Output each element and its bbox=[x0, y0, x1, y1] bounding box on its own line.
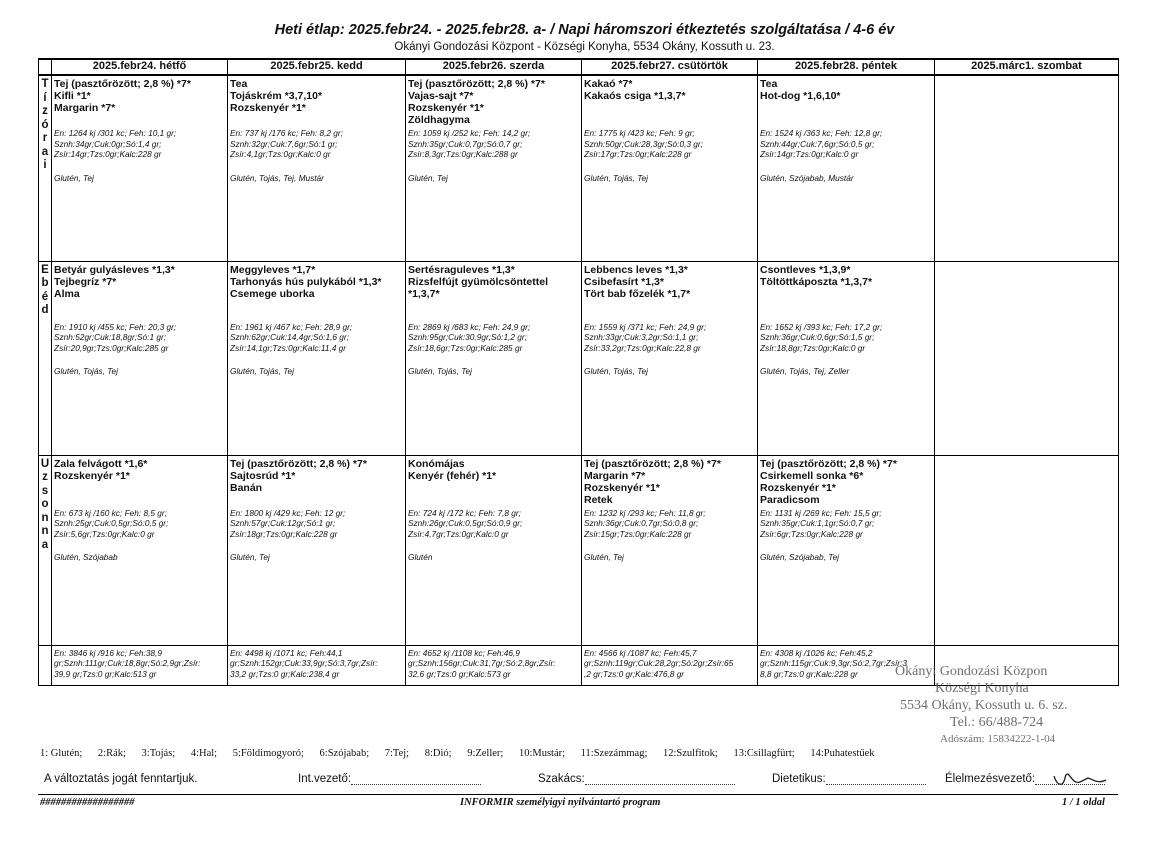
day-header: 2025.febr25. kedd bbox=[228, 59, 406, 75]
legend-item: 8:Dió; bbox=[424, 748, 452, 759]
meal-letter: n bbox=[41, 525, 49, 537]
menu-cell bbox=[935, 75, 1119, 261]
daily-total-nutrition bbox=[52, 646, 227, 680]
dish-list bbox=[52, 76, 227, 114]
nutrition-info bbox=[582, 508, 757, 540]
nutrition-line: En: 4498 kj /1071 kc; Feh:44,1 bbox=[230, 647, 343, 658]
meal-row bbox=[39, 261, 1119, 455]
nutrition-line: En: 4652 kj /1108 kc; Feh:46,9 bbox=[408, 647, 520, 658]
dish-item: Kakaós csiga *1,3,7* bbox=[584, 90, 686, 102]
menu-cell bbox=[758, 455, 935, 645]
nutrition-line: Sznh:52gr;Cuk:18,8gr;Só:1 gr; bbox=[54, 332, 167, 342]
meal-letter: s bbox=[41, 484, 49, 497]
dish-item: Tört bab főzelék *1,7* bbox=[584, 287, 691, 300]
daily-total-cell bbox=[228, 645, 406, 685]
page-subtitle: Okányi Gondozási Központ - Községi Konyha, 5534 Okány, Kossuth u. 23. bbox=[394, 41, 775, 53]
dish-list bbox=[582, 456, 757, 506]
meal-letter: U bbox=[40, 457, 50, 470]
menu-cell bbox=[228, 455, 406, 645]
signature-label: Int.vezető: bbox=[298, 773, 352, 785]
change-rights-note: A változtatás jogát fenntartjuk. bbox=[44, 773, 198, 785]
meal-letter: í bbox=[43, 91, 47, 104]
day-header-row bbox=[39, 59, 1119, 75]
allergen-list: Glutén, Szójabab, Tej bbox=[760, 552, 840, 562]
day-header: 2025.febr24. hétfő bbox=[52, 59, 228, 75]
nutrition-line: Zsír:14,1gr;Tzs:0gr;Kalc:11,4 gr bbox=[230, 342, 347, 353]
signature-dietetikus bbox=[772, 773, 926, 785]
nutrition-info bbox=[52, 508, 227, 540]
nutrition-line: gr;Sznh:152gr;Cuk:33,9gr;Só:3,7gr;Zsír: bbox=[230, 658, 378, 668]
nutrition-line: ,2 gr;Tzs:0 gr;Kalc:476,8 gr bbox=[584, 668, 685, 679]
dish-item: Hot-dog *1,6,10* bbox=[760, 90, 841, 102]
dish-item: Kifli *1* bbox=[54, 90, 91, 102]
dish-item: Tejbegríz *7* bbox=[54, 275, 117, 288]
nutrition-line: Sznh:95gr;Cuk:30,9gr;Só:1,2 gr; bbox=[408, 332, 527, 342]
menu-cell bbox=[758, 75, 935, 261]
dish-item: Tea bbox=[760, 78, 778, 90]
menu-cell bbox=[935, 261, 1119, 455]
menu-cell bbox=[582, 455, 758, 645]
nutrition-line: Sznh:36gr;Cuk:0,7gr;Só:0,8 gr; bbox=[584, 518, 699, 528]
nutrition-line: 8,8 gr;Tzs:0 gr;Kalc:228 gr bbox=[760, 668, 858, 679]
nutrition-line: Zsír:4,7gr;Tzs:0gr;Kalc:0 gr bbox=[408, 528, 509, 539]
nutrition-line: Sznh:44gr;Cuk:7,6gr;Só:0,5 gr; bbox=[760, 138, 875, 149]
dish-list bbox=[758, 76, 934, 102]
nutrition-line: Zsír:14gr;Tzs:0gr;Kalc:228 gr bbox=[54, 149, 162, 159]
legend-item: 12:Szulfitok; bbox=[662, 748, 718, 759]
nutrition-info bbox=[228, 128, 405, 160]
meal-letter: ó bbox=[41, 118, 49, 131]
dish-list bbox=[935, 76, 1118, 78]
nutrition-line: Zsír:20,9gr;Tzs:0gr;Kalc:285 gr bbox=[54, 342, 169, 353]
legend-item: 11:Szezámmag; bbox=[580, 748, 648, 759]
nutrition-line: Zsír:5,6gr;Tzs:0gr;Kalc:0 gr bbox=[54, 528, 155, 539]
daily-total-cell bbox=[582, 645, 758, 685]
stamp-line: Okányi Gondozási Közpon bbox=[895, 664, 1048, 679]
allergen-list: Glutén, Szójabab bbox=[54, 552, 118, 562]
legend-item: 6:Szójabab; bbox=[319, 748, 370, 759]
nutrition-info bbox=[406, 128, 581, 160]
nutrition-line: 33,2 gr;Tzs:0 gr;Kalc:238,4 gr bbox=[230, 668, 340, 679]
dish-item: Sajtosrúd *1* bbox=[230, 469, 296, 482]
meal-letter: r bbox=[42, 132, 48, 144]
nutrition-line: En: 1264 kj /301 kc; Feh: 10,1 gr; bbox=[54, 128, 177, 138]
legend-item: 13:Csillagfürt; bbox=[733, 748, 795, 759]
nutrition-line: En: 673 kj /160 kc; Feh: 8,5 gr; bbox=[54, 507, 167, 518]
dish-item: Paradicsom bbox=[760, 493, 820, 506]
dish-list bbox=[52, 262, 227, 300]
menu-cell bbox=[758, 261, 935, 455]
dish-item: Tej (pasztőrözött; 2,8 %) *7* bbox=[584, 457, 721, 470]
nutrition-line: gr;Sznh:119gr;Cuk:28,2gr;Só:2gr;Zsír:65 bbox=[584, 658, 734, 668]
nutrition-info bbox=[228, 322, 405, 354]
meal-letter: T bbox=[41, 78, 49, 90]
allergen-list: Glutén, Tojás, Tej bbox=[54, 366, 118, 376]
dish-list bbox=[228, 76, 405, 114]
nutrition-line: En: 737 kj /176 kc; Feh: 8,2 gr; bbox=[230, 128, 343, 138]
dish-list bbox=[406, 76, 581, 126]
daily-total-nutrition bbox=[406, 646, 581, 680]
nutrition-line: Zsír:18,8gr;Tzs:0gr;Kalc:0 gr bbox=[760, 342, 866, 353]
dish-item: Rozskenyér *1* bbox=[54, 469, 130, 482]
stamp-line: Községi Konyha bbox=[935, 681, 1029, 696]
menu-cell bbox=[52, 455, 228, 645]
nutrition-line: Zsír:4,1gr;Tzs:0gr;Kalc:0 gr bbox=[230, 149, 331, 159]
dish-list bbox=[228, 456, 405, 494]
legend-item: 9:Zeller; bbox=[467, 748, 504, 759]
nutrition-line: Sznh:34gr;Cuk:0gr;Só:1,4 gr; bbox=[54, 138, 162, 149]
signature-label: Dietetikus: bbox=[772, 773, 826, 785]
nutrition-line: En: 1800 kj /429 kc; Feh: 12 gr; bbox=[230, 507, 346, 518]
meal-letter: a bbox=[41, 538, 49, 551]
meal-label bbox=[39, 456, 51, 553]
meal-row bbox=[39, 75, 1119, 261]
menu-table bbox=[38, 58, 1119, 686]
nutrition-line: En: 1961 kj /467 kc; Feh: 28,9 gr; bbox=[230, 321, 353, 332]
nutrition-line: gr;Sznh:115gr;Cuk:9,3gr;Só:2,7gr;Zsír:3 bbox=[760, 658, 907, 668]
daily-total-nutrition bbox=[582, 646, 757, 680]
dish-item: Töltöttkáposzta *1,3,7* bbox=[760, 275, 873, 288]
nutrition-line: Sznh:36gr;Cuk:0,6gr;Só:1,5 gr; bbox=[760, 332, 875, 342]
nutrition-line: Zsír:18gr;Tzs:0gr;Kalc:228 gr bbox=[230, 528, 338, 539]
dish-list bbox=[228, 262, 405, 300]
nutrition-line: En: 1559 kj /371 kc; Feh: 24,9 gr; bbox=[584, 321, 707, 332]
dish-item: Tej (pasztőrözött; 2,8 %) *7* bbox=[408, 78, 545, 90]
dish-item: *1,3,7* bbox=[408, 287, 440, 300]
nutrition-line: Zsír:6gr;Tzs:0gr;Kalc:228 gr bbox=[760, 528, 863, 539]
meal-label bbox=[39, 76, 51, 173]
signature-label: Élelmezésvezető: bbox=[945, 773, 1036, 785]
nutrition-info bbox=[52, 322, 227, 354]
nutrition-line: Sznh:35gr;Cuk:0,7gr;Só:0,7 gr; bbox=[408, 138, 523, 149]
signature-line bbox=[826, 784, 926, 785]
dish-item: Tej (pasztőrözött; 2,8 %) *7* bbox=[760, 457, 897, 470]
stamp-line: 5534 Okány, Kossuth u. 6. sz. bbox=[900, 698, 1068, 713]
nutrition-line: Zsír:18,6gr;Tzs:0gr;Kalc:285 gr bbox=[408, 342, 523, 353]
nutrition-line: En: 1232 kj /293 kc; Feh: 11,8 gr; bbox=[584, 507, 706, 518]
dish-list bbox=[758, 262, 934, 288]
menu-cell bbox=[228, 261, 406, 455]
dish-item: Rozskenyér *1* bbox=[408, 102, 484, 114]
nutrition-line: En: 1775 kj /423 kc; Feh: 9 gr; bbox=[584, 128, 695, 138]
allergen-list: Glutén, Tojás, Tej bbox=[230, 366, 294, 376]
menu-cell bbox=[52, 261, 228, 455]
nutrition-line: 39,9 gr;Tzs:0 gr;Kalc:513 gr bbox=[54, 668, 157, 679]
nutrition-line: Zsír:14gr;Tzs:0gr;Kalc:0 gr bbox=[760, 149, 859, 159]
allergen-list: Glutén, Tojás, Tej bbox=[584, 366, 648, 376]
legend-item: 5:Földimogyoró; bbox=[232, 748, 304, 759]
nutrition-line: Sznh:57gr;Cuk:12gr;Só:1 gr; bbox=[230, 518, 336, 528]
dish-item: Kenyér (fehér) *1* bbox=[408, 469, 497, 482]
nutrition-line: En: 1059 kj /252 kc; Feh: 14,2 gr; bbox=[408, 128, 531, 138]
allergen-list: Glutén, Tej bbox=[408, 172, 448, 183]
signature-line bbox=[351, 784, 481, 785]
footer-divider bbox=[38, 794, 1118, 795]
dish-item: Alma bbox=[54, 287, 80, 300]
signature-szakacs bbox=[538, 773, 735, 785]
dish-item: Betyár gulyásleves *1,3* bbox=[54, 263, 175, 276]
nutrition-info bbox=[582, 128, 757, 160]
menu-cell bbox=[52, 75, 228, 261]
daily-total-nutrition bbox=[228, 646, 405, 680]
footer-left: ################## bbox=[40, 797, 135, 808]
dish-item: Rozskenyér *1* bbox=[230, 102, 306, 114]
kitchen-stamp bbox=[895, 663, 1067, 748]
nutrition-line: En: 3846 kj /916 kc; Feh:38,9 bbox=[54, 647, 162, 658]
dish-item: Lebbencs leves *1,3* bbox=[584, 263, 688, 276]
nutrition-line: En: 724 kj /172 kc; Feh: 7,8 gr; bbox=[408, 507, 521, 518]
nutrition-line: Sznh:33gr;Cuk:3,2gr;Só:1,1 gr; bbox=[584, 332, 699, 342]
nutrition-info bbox=[406, 508, 581, 540]
nutrition-line: Zsír:33,2gr;Tzs:0gr;Kalc:22,8 gr bbox=[584, 342, 701, 353]
meal-label-cell bbox=[39, 75, 52, 261]
totals-label-cell bbox=[39, 645, 52, 685]
nutrition-line: gr;Sznh:111gr;Cuk:18,8gr;Só:2,9gr;Zsír: bbox=[54, 658, 201, 668]
dish-item: Zala felvágott *1,6* bbox=[54, 457, 148, 470]
corner-cell bbox=[39, 59, 52, 75]
allergen-legend bbox=[40, 748, 888, 759]
dish-list bbox=[582, 262, 757, 300]
dish-item: Vajas-sajt *7* bbox=[408, 90, 474, 102]
legend-item: 2:Rák; bbox=[97, 748, 126, 759]
day-header: 2025.febr27. csütörtök bbox=[582, 59, 758, 75]
nutrition-line: Sznh:50gr;Cuk:28,3gr;Só:0,3 gr; bbox=[584, 138, 703, 149]
meal-label-cell bbox=[39, 455, 52, 645]
meal-letter: o bbox=[41, 498, 49, 510]
meal-letter: b bbox=[41, 277, 49, 289]
nutrition-info bbox=[52, 128, 227, 160]
nutrition-line: Sznh:35gr;Cuk:1,1gr;Só:0,7 gr; bbox=[760, 518, 875, 528]
meal-label-cell bbox=[39, 261, 52, 455]
nutrition-line: Sznh:62gr;Cuk:14,4gr;Só:1,6 gr; bbox=[230, 332, 349, 342]
footer-page: 1 / 1 oldal bbox=[1062, 797, 1105, 808]
dish-list bbox=[935, 262, 1118, 264]
meal-row bbox=[39, 455, 1119, 645]
nutrition-info bbox=[582, 322, 757, 354]
legend-item: 7:Tej; bbox=[384, 748, 410, 759]
nutrition-info bbox=[406, 322, 581, 354]
dish-item: Csemege uborka bbox=[230, 287, 315, 300]
nutrition-line: Zsír:17gr;Tzs:0gr;Kalc:228 gr bbox=[584, 149, 692, 159]
dish-item: Tea bbox=[230, 78, 248, 90]
nutrition-line: Sznh:26gr;Cuk:0,5gr;Só:0,9 gr; bbox=[408, 518, 523, 528]
dish-item: Meggyleves *1,7* bbox=[230, 263, 316, 276]
nutrition-line: Sznh:32gr;Cuk:7,6gr;Só:1 gr; bbox=[230, 138, 338, 149]
dish-list bbox=[406, 456, 581, 482]
dish-item: Retek bbox=[584, 493, 613, 506]
stamp-line: Tel.: 66/488-724 bbox=[950, 715, 1044, 730]
meal-letter: a bbox=[41, 145, 49, 158]
dish-item: Csirkemell sonka *6* bbox=[760, 469, 864, 482]
dish-item: Tarhonyás hús pulykából *1,3* bbox=[230, 275, 382, 288]
dish-item: Rozskenyér *1* bbox=[584, 481, 660, 494]
menu-cell bbox=[228, 75, 406, 261]
page-title: Heti étlap: 2025.febr24. - 2025.febr28. a- / Napi háromszori étkeztetés szolgáltatása / 4-6 év bbox=[274, 22, 895, 38]
dish-item: Csibefasírt *1,3* bbox=[584, 275, 664, 288]
daily-total-cell bbox=[52, 645, 228, 685]
meal-letter: n bbox=[41, 511, 49, 524]
meal-letter: d bbox=[41, 304, 49, 316]
menu-cell bbox=[406, 75, 582, 261]
allergen-list: Glutén bbox=[408, 552, 433, 562]
allergen-list: Glutén, Tej bbox=[230, 552, 270, 562]
dish-item: Rizsfelfújt gyümölcsöntettel bbox=[408, 275, 549, 288]
legend-item: 1: Glutén; bbox=[40, 748, 83, 759]
menu-cell bbox=[935, 455, 1119, 645]
dish-item: Sertésraguleves *1,3* bbox=[408, 263, 515, 276]
menu-cell bbox=[582, 261, 758, 455]
dish-list bbox=[582, 76, 757, 102]
dish-item: Tojáskrém *3,7,10* bbox=[230, 90, 323, 102]
dish-item: Margarin *7* bbox=[54, 102, 116, 114]
dish-item: Csontleves *1,3,9* bbox=[760, 263, 851, 276]
dish-item: Zöldhagyma bbox=[408, 114, 470, 126]
dish-item: Tej (pasztőrözött; 2,8 %) *7* bbox=[230, 457, 367, 470]
nutrition-line: Zsír:15gr;Tzs:0gr;Kalc:228 gr bbox=[584, 528, 692, 539]
meal-letter: z bbox=[42, 471, 48, 483]
allergen-list: Glutén, Tojás, Tej bbox=[408, 366, 472, 376]
dish-item: Rozskenyér *1* bbox=[760, 481, 836, 494]
footer-program: INFORMIR személyigyi nyilvántartó program bbox=[460, 797, 661, 808]
nutrition-info bbox=[758, 322, 934, 354]
dish-item: Kakaó *7* bbox=[584, 78, 633, 90]
allergen-list: Glutén, Tojás, Tej, Zeller bbox=[760, 366, 850, 376]
dish-item: Margarin *7* bbox=[584, 469, 646, 482]
daily-total-cell bbox=[406, 645, 582, 685]
nutrition-line: Zsír:8,3gr;Tzs:0gr;Kalc:288 gr bbox=[408, 149, 518, 159]
day-header: 2025.febr26. szerda bbox=[406, 59, 582, 75]
allergen-list: Glutén, Tojás, Tej, Mustár bbox=[230, 172, 324, 183]
nutrition-line: gr;Sznh:156gr;Cuk:31,7gr;Só:2,8gr;Zsír: bbox=[408, 658, 556, 668]
allergen-list: Glutén, Tej bbox=[584, 552, 624, 562]
dish-item: Banán bbox=[230, 481, 263, 494]
meal-letter: i bbox=[43, 159, 47, 171]
nutrition-info bbox=[758, 128, 934, 160]
nutrition-line: Sznh:25gr;Cuk:0,5gr;Só:0,5 gr; bbox=[54, 518, 169, 528]
dish-list bbox=[935, 456, 1118, 458]
signature-line bbox=[585, 784, 735, 785]
legend-item: 14:Puhatestűek bbox=[810, 748, 875, 759]
meal-letter: é bbox=[41, 290, 49, 303]
meal-letter: E bbox=[41, 263, 49, 276]
dish-list bbox=[406, 262, 581, 300]
nutrition-line: En: 1131 kj /269 kc; Feh: 15,5 gr; bbox=[760, 507, 882, 518]
nutrition-line: En: 1652 kj /393 kc; Feh: 17,2 gr; bbox=[760, 321, 883, 332]
stamp-line: Adószám: 15834222-1-04 bbox=[940, 733, 1056, 745]
legend-item: 4:Hal; bbox=[190, 748, 218, 759]
meal-label bbox=[39, 262, 51, 318]
legend-item: 3:Tojás; bbox=[141, 748, 176, 759]
nutrition-info bbox=[758, 508, 934, 540]
dish-item: Tej (pasztőrözött; 2,8 %) *7* bbox=[54, 78, 191, 90]
menu-cell bbox=[406, 455, 582, 645]
daily-total-nutrition bbox=[935, 646, 1118, 648]
allergen-list: Glutén, Tej bbox=[54, 172, 94, 183]
dish-list bbox=[758, 456, 934, 506]
day-header: 2025.febr28. péntek bbox=[758, 59, 935, 75]
nutrition-line: En: 1910 kj /455 kc; Feh: 20,3 gr; bbox=[54, 321, 177, 332]
meal-letter: z bbox=[42, 105, 48, 117]
nutrition-line: En: 2869 kj /683 kc; Feh: 24,9 gr; bbox=[408, 321, 531, 332]
day-header: 2025.márc1. szombat bbox=[935, 59, 1119, 75]
menu-cell bbox=[582, 75, 758, 261]
dish-item: Konómájas bbox=[408, 457, 465, 470]
nutrition-line: En: 1524 kj /363 kc; Feh: 12,8 gr; bbox=[760, 128, 883, 138]
menu-cell bbox=[406, 261, 582, 455]
nutrition-line: En: 4566 kj /1087 kc; Feh:45,7 bbox=[584, 647, 697, 658]
dish-list bbox=[52, 456, 227, 482]
allergen-list: Glutén, Szójabab, Mustár bbox=[760, 172, 854, 183]
signature-int-vezeto bbox=[298, 773, 481, 785]
handwritten-signature bbox=[1048, 766, 1110, 788]
nutrition-info bbox=[228, 508, 405, 540]
legend-item: 10:Mustár; bbox=[518, 748, 566, 759]
nutrition-line: En: 4308 kj /1026 kc; Feh:45,2 bbox=[760, 647, 873, 658]
signature-label: Szakács: bbox=[538, 773, 585, 785]
nutrition-line: 32,6 gr;Tzs:0 gr;Kalc:573 gr bbox=[408, 668, 511, 679]
allergen-list: Glutén, Tojás, Tej bbox=[584, 172, 648, 183]
